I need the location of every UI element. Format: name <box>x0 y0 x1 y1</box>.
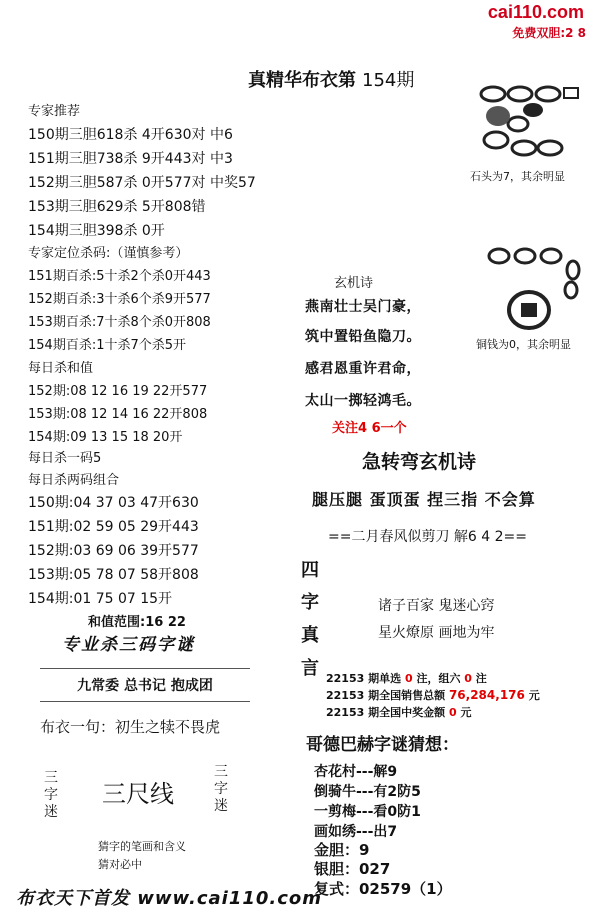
lottery-label: 22153 期全国中奖金额 <box>326 706 446 719</box>
list-item: 152期:03 69 06 39开577 <box>28 543 199 559</box>
list-item: 151期百杀:5十杀2个杀0开443 <box>28 269 211 284</box>
poem-heading: 玄机诗 <box>334 276 374 291</box>
lottery-label: 22153 期全国销售总额 <box>326 689 446 702</box>
four-char-line: 诸子百家 鬼迷心窍 <box>378 598 495 614</box>
lottery-label: 元 <box>460 706 472 719</box>
poem-line: 感君恩重许君命， <box>305 361 421 377</box>
list-item: 150期:04 37 03 47开630 <box>28 495 199 511</box>
poem-focus: 关注4 6一个 <box>332 421 407 436</box>
char: 三 <box>44 770 58 786</box>
footer-banner[interactable]: 布衣天下首发 www.cai110.com <box>16 888 323 909</box>
hint-line-1: 猜字的笔画和含义 <box>98 840 186 853</box>
lottery-value: 0 <box>464 672 472 685</box>
list-item: 153期百杀:7十杀8个杀0开808 <box>28 315 211 330</box>
char: 字 <box>44 787 58 803</box>
list-item: 151期三胆738杀 9开443对 中3 <box>28 151 233 167</box>
title-issue: 154期 <box>362 70 415 91</box>
list-item: 154期:09 13 15 18 20开 <box>28 430 183 445</box>
list-item: 153期:05 78 07 58开808 <box>28 567 199 583</box>
riddle-banner: 专业杀三码字谜 <box>62 635 195 655</box>
page-title <box>248 66 414 92</box>
char: 字 <box>214 781 228 797</box>
lottery-line-2 <box>326 687 540 703</box>
goethe-row: 倒骑牛---有2防5 <box>314 784 421 800</box>
list-item: 150期三胆618杀 4开630对 中6 <box>28 127 233 143</box>
hint-line-2: 猜对必中 <box>98 858 142 871</box>
four-char-label-3: 真 <box>301 625 319 646</box>
poem-line: 太山一掷轻鸿毛。 <box>305 393 421 409</box>
list-item: 152期百杀:3十杀6个杀9开577 <box>28 292 211 307</box>
committee-box <box>40 668 250 702</box>
sum-kill-heading: 每日杀和值 <box>28 361 94 376</box>
brand-domain[interactable]: cai110.com <box>487 2 584 22</box>
turn-poem-phrases: 腿压腿 蛋顶蛋 捏三指 不会算 <box>312 490 536 509</box>
goethe-row: 一剪梅---看0防1 <box>314 804 421 820</box>
stone-caption: 石头为7，其余明显 <box>470 170 565 183</box>
lottery-value: 0 <box>448 706 457 719</box>
turn-poem-heading: 急转弯玄机诗 <box>362 451 477 473</box>
lottery-value: 76,284,176 <box>448 688 525 702</box>
list-item: 152期:08 12 16 19 22开577 <box>28 384 208 399</box>
goethe-row: 复式：02579（1） <box>314 880 452 898</box>
lottery-line-1 <box>326 670 487 686</box>
lottery-label: 注，组六 <box>416 672 461 685</box>
list-item: 154期:01 75 07 15开 <box>28 591 173 607</box>
coin-rebus-image <box>485 240 581 336</box>
goethe-heading: 哥德巴赫字谜猜想： <box>306 735 459 755</box>
coin-caption: 铜钱为0，其余明显 <box>476 338 571 351</box>
three-char-riddle: 三尺线 <box>102 780 174 808</box>
list-item: 152期三胆587杀 0开577对 中奖57 <box>28 175 256 191</box>
lottery-value: 0 <box>404 672 413 685</box>
lottery-line-3 <box>326 704 471 720</box>
goethe-row: 画如绣---出7 <box>314 824 398 840</box>
four-char-label-2: 字 <box>301 592 319 613</box>
lottery-label: 注 <box>475 672 487 685</box>
experts-heading: 专家推荐 <box>28 104 81 119</box>
goethe-row: 金胆：9 <box>314 841 370 859</box>
committee-text: 九常委 总书记 抱成团 <box>77 678 213 694</box>
one-code-kill: 每日杀一码5 <box>28 451 102 466</box>
lottery-label: 元 <box>528 689 540 702</box>
position-kill-heading: 专家定位杀码:（谨慎参考） <box>28 246 189 261</box>
poem-line: 燕南壮士吴门豪， <box>305 299 421 315</box>
list-item: 153期三胆629杀 5开808错 <box>28 199 206 215</box>
free-double-bile: 免费双胆:2 8 <box>512 26 586 40</box>
goethe-row: 银胆：027 <box>314 860 391 878</box>
spring-line: ==二月春风似剪刀 解6 4 2== <box>328 529 527 545</box>
char: 迷 <box>214 798 228 814</box>
buyi-saying: 布衣一句：初生之犊不畏虎 <box>40 718 221 736</box>
pair-kill-heading: 每日杀两码组合 <box>28 473 120 488</box>
char: 迷 <box>44 804 58 820</box>
list-item: 154期三胆398杀 0开 <box>28 223 165 239</box>
list-item: 154期百杀:1十杀7个杀5开 <box>28 338 187 353</box>
goethe-row: 杏花村---解9 <box>314 764 398 780</box>
title-text: 真精华布衣第 <box>248 70 356 91</box>
char: 三 <box>214 764 228 780</box>
poem-line: 筑中置铅鱼隐刀。 <box>305 329 421 345</box>
list-item: 153期:08 12 14 16 22开808 <box>28 407 208 422</box>
four-char-label-4: 言 <box>301 658 319 679</box>
lottery-label: 22153 期单选 <box>326 672 402 685</box>
stone-rebus-image <box>468 80 584 166</box>
four-char-line: 星火燎原 画地为牢 <box>378 625 495 641</box>
three-char-label-left <box>44 770 58 821</box>
sum-range: 和值范围:16 22 <box>88 615 186 630</box>
four-char-label-1: 四 <box>301 560 319 581</box>
list-item: 151期:02 59 05 29开443 <box>28 519 199 535</box>
three-char-label-right <box>214 764 228 815</box>
